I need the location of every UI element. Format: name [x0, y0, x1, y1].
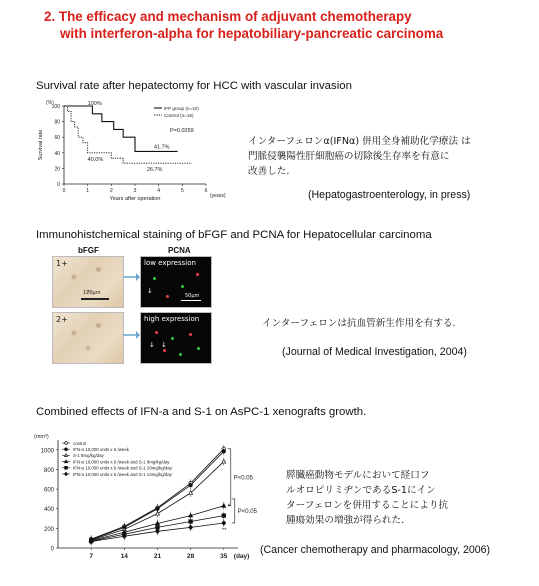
section2-citation: (Journal of Medical Investigation, 2004): [282, 346, 467, 358]
scale-label-170: 170µm: [83, 290, 101, 296]
y-tick-label: 800: [43, 467, 54, 474]
significance-mark: *: [227, 503, 231, 510]
data-point: [222, 514, 226, 518]
bfgf-micrograph-low: [52, 256, 124, 308]
section1-text: [248, 134, 518, 179]
section1-citation: (Hepatogastroenterology, in press): [308, 189, 471, 201]
y-tick-label: 40: [54, 150, 60, 157]
y-tick-label: 100: [51, 104, 60, 110]
survival-chart: [30, 94, 230, 206]
legend-entry: IFN-α 10,000 units x 6 /week and S-1 10mg/kg/day: [73, 465, 172, 471]
survival-labels: [38, 100, 226, 202]
section1-text-line-3: 改善した.: [248, 166, 290, 177]
y-tick-label: 0: [57, 182, 60, 188]
arrow-icon: [122, 330, 140, 340]
x-tick-label: 7: [89, 553, 93, 560]
pcna-column-label: PCNA: [168, 246, 191, 255]
p-value: P=0.0259: [170, 128, 194, 134]
cell-marker: [189, 333, 192, 336]
legend-marker: [65, 442, 68, 445]
annotation-41-7: 41.7%: [153, 144, 170, 151]
bracket: [232, 499, 235, 523]
cell-marker: [153, 277, 156, 280]
pointer-arrow-icon: ↓: [149, 341, 155, 349]
x-unit: (years): [210, 193, 226, 199]
x-tick-label: 5: [180, 188, 184, 194]
data-point: [155, 529, 159, 534]
x-tick-label: 0: [62, 188, 66, 194]
x-tick-label: 1: [86, 188, 90, 194]
y-tick-label: 400: [43, 507, 54, 514]
y-tick-label: 80: [54, 119, 60, 126]
x-tick-label: 14: [120, 553, 128, 560]
legend-entry: control: [73, 440, 87, 446]
pcna-micrograph-low: [140, 256, 212, 308]
x-tick-label: 3: [133, 188, 137, 194]
xenograft-axes: [34, 434, 249, 560]
significance-label: P<0.05: [233, 475, 253, 482]
x-unit: (day): [233, 553, 250, 560]
x-tick-label: 28: [187, 553, 195, 560]
data-point: [222, 521, 226, 526]
data-point: [189, 525, 193, 530]
x-tick-label: 21: [153, 553, 162, 560]
legend-entry: Control (n=15): [164, 113, 194, 118]
annotation-40-0: 40.0%: [87, 156, 104, 163]
grade-2-label: 2+: [56, 315, 68, 324]
arrow-icon: [122, 272, 140, 282]
data-point: [222, 504, 226, 508]
bfgf-column-label: bFGF: [78, 246, 99, 255]
section1-text-line-2: 門脈侵襲陽性肝細胞癌の切除後生存率を有意に: [248, 151, 450, 162]
cell-marker: [155, 331, 158, 334]
y-axis-label: Survival rate: [38, 129, 44, 161]
survival-axes: [62, 106, 206, 186]
annotation-26-7: 26.7%: [146, 167, 163, 174]
xenograft-heading: Combined effects of IFN-a and S-1 on AsPC-1 xenografts growth.: [36, 406, 367, 418]
data-point: [189, 483, 193, 487]
pointer-arrow-icon: ↓: [147, 287, 153, 295]
legend-marker: [64, 472, 67, 476]
significance-mark: **: [221, 527, 227, 534]
legend-entry: IFN-α 10,000 units x 6 /week: [73, 447, 129, 452]
cell-marker: [179, 353, 182, 356]
x-axis-label: Years after operation: [109, 196, 161, 202]
x-tick-label: 2: [109, 188, 113, 194]
cell-marker: [196, 273, 199, 276]
y-tick-label: 200: [43, 526, 54, 533]
title-line-2: with interferon-alpha for hepatobiliary-pancreatic carcinoma: [60, 26, 444, 41]
legend-entry: IFN-α 10,000 units x 6 /week and S-1 8mg/kg/day: [73, 459, 170, 465]
scale-bar: [181, 300, 201, 301]
x-tick-label: 35: [220, 553, 228, 560]
legend-entry: IFN-α 10,000 units x 6 /week and S-1 12mg/kg/day: [73, 471, 172, 477]
legend-entry: IFP group (n=10): [164, 106, 199, 111]
y-unit: (mm³): [34, 434, 49, 440]
legend-marker: [64, 454, 67, 457]
pcna-micrograph-high: [140, 312, 212, 364]
cell-marker: [181, 285, 184, 288]
data-point: [222, 459, 226, 463]
survival-heading: Survival rate after hepatectomy for HCC with vascular invasion: [36, 80, 352, 92]
data-point: [155, 511, 159, 515]
slide-title: [44, 8, 534, 42]
title-line-1: 2. The efficacy and mechanism of adjuvant chemotherapy: [44, 9, 412, 24]
y-tick-label: 1000: [40, 448, 54, 455]
section3-text-line-2: ルオロピリミヂンであるS-1にイン: [286, 485, 436, 496]
y-unit: (%): [46, 100, 54, 106]
data-point: [222, 449, 226, 453]
y-tick-label: 0: [50, 546, 54, 553]
legend-marker: [65, 466, 68, 469]
legend-entry: S-1 8mg/kg/day: [73, 453, 104, 459]
bfgf-micrograph-high: [52, 312, 124, 364]
y-tick-label: 60: [54, 135, 60, 142]
data-point: [189, 513, 193, 517]
high-expression-label: high expression: [144, 315, 200, 323]
y-tick-label: 600: [43, 487, 54, 494]
scale-label-50: 50µm: [185, 293, 200, 299]
section1-text-line-1: インターフェロンα(IFNα) 併用全身補助化学療法 は: [248, 136, 471, 147]
ihc-heading: Immunohistchemical staining of bFGF and PCNA for Hepatocellular carcinoma: [36, 229, 432, 241]
section2-text: インターフェロンは抗血管新生作用を有する.: [262, 318, 456, 329]
xenograft-chart: [26, 430, 260, 566]
y-tick-label: 20: [54, 166, 60, 173]
data-point: [189, 520, 193, 524]
x-tick-label: 4: [157, 188, 161, 194]
bracket: [228, 449, 231, 506]
pointer-arrow-icon: ↓: [161, 341, 167, 349]
x-tick-label: 6: [204, 188, 208, 194]
section3-text-line-4: 腫瘍効果の増強が得られた.: [286, 515, 405, 526]
grade-1-label: 1+: [56, 259, 68, 268]
cell-marker: [163, 349, 166, 352]
section3-citation: (Cancer chemotherapy and pharmacology, 2006): [260, 544, 491, 556]
legend-marker: [64, 460, 67, 463]
xenograft-significance: [222, 449, 258, 534]
scale-bar: [81, 298, 109, 300]
xenograft-legend: [62, 441, 173, 477]
significance-label: P<0.05: [237, 508, 257, 515]
section3-text: [286, 468, 526, 528]
cell-marker: [171, 337, 174, 340]
cell-marker: [197, 347, 200, 350]
section3-text-line-3: ターフェロンを併用することにより抗: [286, 500, 449, 511]
annotation-100: 100%: [87, 101, 102, 107]
cell-marker: [166, 295, 169, 298]
section3-text-line-1: 膵臓癌動物モデルにおいて経口フ: [286, 470, 430, 481]
low-expression-label: low expression: [144, 259, 196, 267]
legend-marker: [65, 448, 68, 451]
